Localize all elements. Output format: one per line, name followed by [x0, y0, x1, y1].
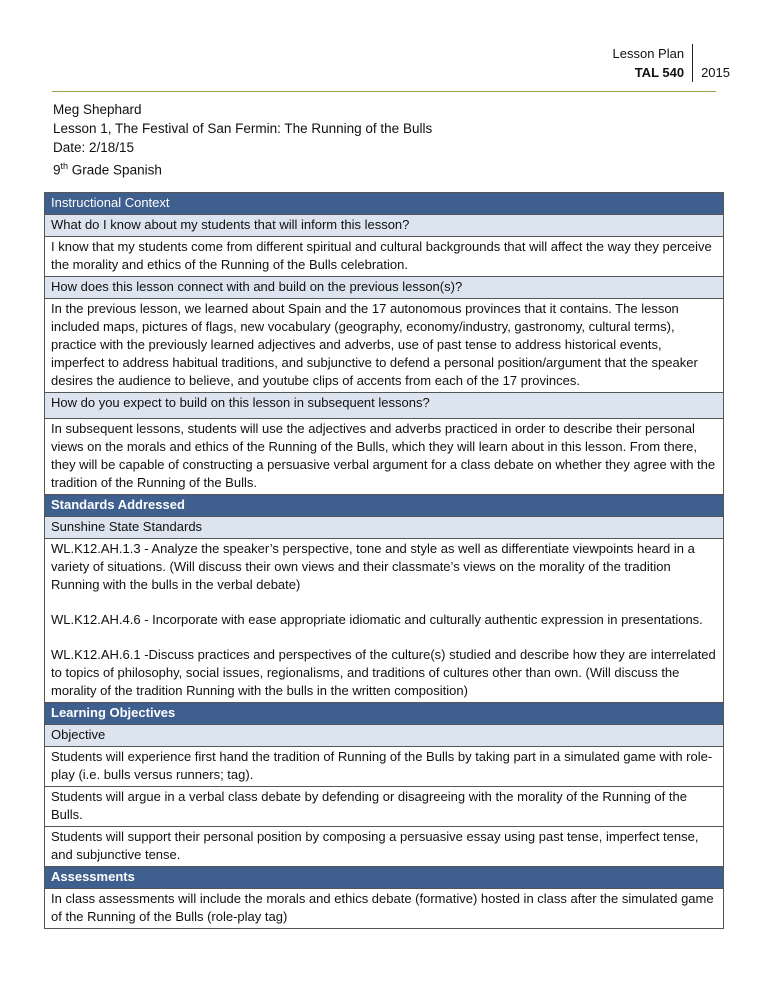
section-header-standards: Standards Addressed: [45, 495, 724, 517]
page-header: [613, 44, 730, 82]
section-header-assessments: Assessments: [45, 867, 724, 889]
answer-row: In subsequent lessons, students will use the adjectives and adverbs practiced in order to describe their personal views on the morals and ethics of the Running of the Bulls, which they will learn about in this lesson. From there, they will be capable of constructing a persuasive verbal argument for a class debate on whether they agree with the tradition of the Running of the Bulls.: [45, 419, 724, 495]
header-year: 2015: [701, 65, 730, 80]
subheader-sunshine-standards: Sunshine State Standards: [45, 517, 724, 539]
author-name: Meg Shephard: [53, 102, 142, 117]
standards-list: [45, 539, 724, 703]
standard-item: WL.K12.AH.1.3 - Analyze the speaker’s perspective, tone and style as well as differentiate viewpoints heard in a variety of situations. (Will discuss their own views and their classmate’s views on the morality of the tradition Running with the bulls in the verbal debate): [51, 541, 695, 592]
section-header-instructional-context: Instructional Context: [45, 193, 724, 215]
lesson-date: Date: 2/18/15: [53, 140, 135, 155]
objective-row: Students will support their personal position by composing a persuasive essay using past tense, imperfect tense, and subjunctive tense.: [45, 827, 724, 867]
header-divider: [52, 91, 716, 92]
grade-level: 9th Grade Spanish: [53, 161, 162, 178]
answer-row: In the previous lesson, we learned about Spain and the 17 autonomous provinces that it contains. The lesson included maps, pictures of flags, new vocabulary (geography, economy/industry, gastronomy, cultural terms), practice with the previously learned adjectives and adverbs, use of past tense to address historical events, imperfect to address habitual traditions, and subjunctive to defend a personal position/argument that the speaker desires the audience to believe, and youtube clips of accents from each of the 17 provinces.: [45, 299, 724, 393]
lesson-plan-table: [44, 192, 724, 929]
subheader-objective: Objective: [45, 725, 724, 747]
header-left-block: [613, 44, 694, 82]
header-lesson-plan: Lesson Plan: [612, 46, 685, 61]
answer-row: I know that my students come from different spiritual and cultural backgrounds that will affect the way they perceive the morality and ethics of the Running of the Bulls celebration.: [45, 237, 724, 277]
question-row: How does this lesson connect with and build on the previous lesson(s)?: [45, 277, 724, 299]
section-header-learning-objectives: Learning Objectives: [45, 703, 724, 725]
standard-item: WL.K12.AH.6.1 -Discuss practices and perspectives of the culture(s) studied and describe how they are interrelated to topics of philosophy, social issues, regionalisms, and traditions of cultures other than own. (Will discuss the morality of the tradition Running with the bulls in the written composition): [51, 647, 716, 698]
question-row: How do you expect to build on this lesson in subsequent lessons?: [45, 393, 724, 419]
header-course: TAL 540: [634, 65, 685, 80]
question-row: What do I know about my students that will inform this lesson?: [45, 215, 724, 237]
objective-row: Students will argue in a verbal class debate by defending or disagreeing with the morality of the Running of the Bulls.: [45, 787, 724, 827]
objective-row: Students will experience first hand the tradition of Running of the Bulls by taking part in a simulated game with role-play (i.e. bulls versus runners; tag).: [45, 747, 724, 787]
standard-item: WL.K12.AH.4.6 - Incorporate with ease appropriate idiomatic and culturally authentic expression in presentations.: [51, 612, 703, 627]
lesson-title: Lesson 1, The Festival of San Fermin: The Running of the Bulls: [53, 121, 433, 136]
assessment-row: In class assessments will include the morals and ethics debate (formative) hosted in class after the simulated game of the Running of the Bulls (role-play tag): [45, 889, 724, 929]
lesson-meta: [53, 100, 432, 180]
